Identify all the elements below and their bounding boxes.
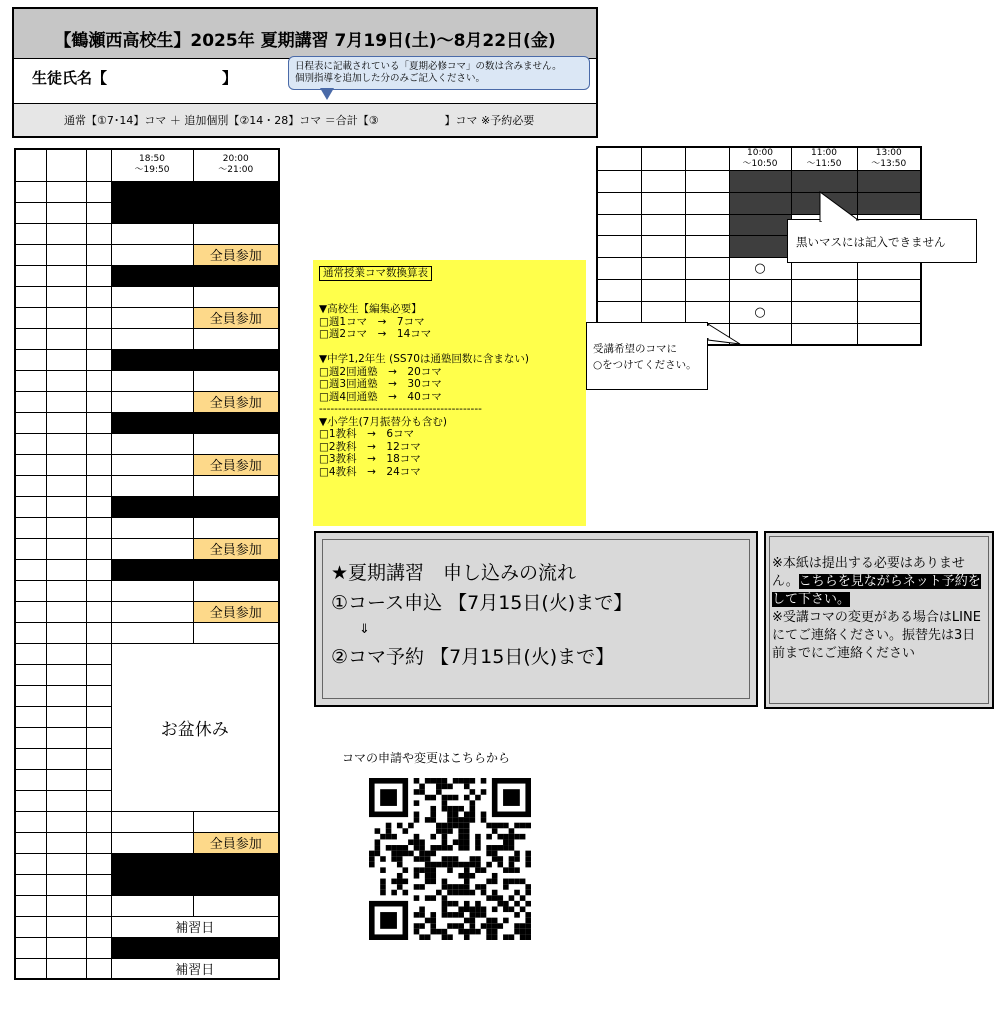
slot-1850[interactable] — [111, 454, 193, 475]
makeup-day-cell: 補習日 — [111, 958, 279, 979]
schedule-row — [15, 349, 279, 370]
bubble-tail — [320, 88, 334, 100]
conversion-line: □4教科 → 24コマ — [319, 465, 421, 478]
weekday-cell — [86, 475, 111, 496]
month-cell — [15, 748, 46, 769]
schedule-row — [15, 265, 279, 286]
month-cell — [597, 279, 641, 301]
obon-holiday-cell: お盆休み — [111, 643, 279, 811]
weekday-cell — [86, 370, 111, 391]
all-attend-cell: 全員参加 — [193, 244, 279, 265]
schedule-row — [597, 171, 921, 193]
weekday-cell — [86, 496, 111, 517]
unavailable-slot — [111, 559, 279, 580]
slot-2000[interactable] — [193, 223, 279, 244]
selected-slot[interactable]: ○ — [729, 301, 791, 323]
unavailable-slot — [111, 349, 279, 370]
day-cell — [46, 538, 86, 559]
day-cell — [46, 580, 86, 601]
time-slot[interactable] — [791, 279, 857, 301]
month-cell — [15, 538, 46, 559]
day-cell — [46, 370, 86, 391]
schedule-row — [15, 517, 279, 538]
schedule-row — [15, 370, 279, 391]
all-attend-cell: 全員参加 — [193, 307, 279, 328]
weekday-cell — [86, 223, 111, 244]
slot-1850[interactable] — [111, 223, 193, 244]
month-cell — [597, 236, 641, 258]
weekday-cell — [685, 279, 729, 301]
day-cell — [46, 181, 86, 202]
unavailable-slot — [729, 214, 791, 236]
month-cell — [15, 223, 46, 244]
month-cell — [15, 181, 46, 202]
slot-1850[interactable] — [111, 307, 193, 328]
day-cell — [641, 301, 685, 323]
slot-1850[interactable] — [111, 811, 193, 832]
month-cell — [15, 559, 46, 580]
month-cell — [597, 192, 641, 214]
day-cell — [46, 559, 86, 580]
schedule-row — [15, 601, 279, 622]
schedule-row — [15, 958, 279, 979]
weekday-cell — [86, 412, 111, 433]
weekday-cell — [86, 664, 111, 685]
schedule-row — [15, 853, 279, 874]
day-cell — [641, 258, 685, 280]
schedule-row — [597, 192, 921, 214]
weekday-cell — [86, 454, 111, 475]
conversion-line — [319, 341, 580, 354]
time-slot[interactable] — [791, 323, 857, 345]
month-cell — [15, 643, 46, 664]
month-cell — [15, 790, 46, 811]
schedule-row — [15, 832, 279, 853]
slot-1850[interactable] — [111, 832, 193, 853]
slot-1850[interactable] — [111, 244, 193, 265]
month-cell — [15, 496, 46, 517]
day-cell — [46, 664, 86, 685]
weekday-cell — [685, 192, 729, 214]
schedule-row — [15, 433, 279, 454]
time-slot[interactable] — [857, 323, 921, 345]
conversion-line: □1教科 → 6コマ — [319, 428, 415, 440]
day-cell — [46, 433, 86, 454]
header-weekday — [685, 147, 729, 171]
circle-note-pointer — [700, 318, 744, 358]
schedule-row — [15, 223, 279, 244]
weekday-cell — [86, 202, 111, 223]
day-cell — [641, 192, 685, 214]
weekday-cell — [86, 307, 111, 328]
slot-1850[interactable] — [111, 475, 193, 496]
day-cell — [46, 601, 86, 622]
slot-2000[interactable] — [193, 622, 279, 643]
schedule-row — [15, 181, 279, 202]
slot-1850[interactable] — [111, 328, 193, 349]
slot-1850[interactable] — [111, 433, 193, 454]
schedule-row — [15, 895, 279, 916]
weekday-cell — [86, 706, 111, 727]
unavailable-slot — [111, 496, 279, 517]
conversion-line: □週2回通塾 → 20コマ — [319, 365, 442, 378]
qr-code-icon[interactable] — [369, 778, 531, 940]
month-cell — [15, 916, 46, 937]
schedule-row — [15, 538, 279, 559]
day-cell — [641, 279, 685, 301]
weekday-cell — [86, 265, 111, 286]
unavailable-slot — [111, 181, 279, 202]
schedule-row — [15, 643, 279, 664]
header-2000: 20:00 〜21:00 — [193, 149, 279, 181]
conversion-line: ▼高校生【編集必要】 — [319, 303, 422, 315]
month-cell — [15, 874, 46, 895]
all-attend-cell: 全員参加 — [193, 454, 279, 475]
month-cell — [15, 958, 46, 979]
weekday-cell — [86, 916, 111, 937]
koma-summary-line: 通常【①7･14】コマ ＋ 追加個別【②14・28】コマ ＝合計【③ 】コマ ※予約必要 — [14, 103, 596, 136]
day-cell — [46, 622, 86, 643]
slot-1850[interactable] — [111, 517, 193, 538]
weekday-cell — [685, 258, 729, 280]
schedule-row — [15, 286, 279, 307]
schedule-row — [15, 454, 279, 475]
weekday-cell — [86, 790, 111, 811]
month-cell — [15, 895, 46, 916]
weekday-cell — [86, 349, 111, 370]
schedule-row — [15, 580, 279, 601]
day-cell — [46, 706, 86, 727]
slot-2000[interactable] — [193, 517, 279, 538]
qr-label: コマの申請や変更はこちらから — [342, 751, 511, 765]
conversion-line: □2教科 → 12コマ — [319, 440, 421, 453]
month-cell — [597, 214, 641, 236]
time-slot[interactable] — [729, 279, 791, 301]
unavailable-slot — [857, 192, 921, 214]
schedule-row — [15, 916, 279, 937]
month-cell — [15, 937, 46, 958]
month-cell — [15, 412, 46, 433]
month-cell — [15, 811, 46, 832]
month-cell — [15, 832, 46, 853]
month-cell — [15, 370, 46, 391]
day-cell — [46, 244, 86, 265]
schedule-row — [15, 475, 279, 496]
schedule-row — [15, 202, 279, 223]
flow-step1: ①コース申込 【7月15日(火)まで】 — [331, 592, 633, 614]
makeup-day-cell: 補習日 — [111, 916, 279, 937]
day-cell — [46, 454, 86, 475]
slot-2000[interactable] — [193, 370, 279, 391]
schedule-row — [15, 391, 279, 412]
unavailable-slot — [857, 171, 921, 193]
selected-slot[interactable]: ○ — [729, 258, 791, 280]
header-day — [641, 147, 685, 171]
slot-1850[interactable] — [111, 580, 193, 601]
weekday-cell — [86, 559, 111, 580]
conversion-line: ▼中学1,2年生 (SS70は通塾回数に含まない) — [319, 353, 529, 365]
month-cell — [15, 391, 46, 412]
weekday-cell — [86, 181, 111, 202]
day-cell — [641, 236, 685, 258]
day-cell — [46, 748, 86, 769]
flow-title: ★夏期講習 申し込みの流れ — [331, 562, 577, 584]
down-arrow-icon: ⇓ — [359, 622, 370, 637]
day-cell — [46, 307, 86, 328]
weekday-cell — [86, 643, 111, 664]
slot-2000[interactable] — [193, 811, 279, 832]
header-1100: 11:00 〜11:50 — [791, 147, 857, 171]
day-cell — [46, 874, 86, 895]
day-cell — [46, 517, 86, 538]
slot-1850[interactable] — [111, 622, 193, 643]
weekday-cell — [86, 874, 111, 895]
day-cell — [46, 265, 86, 286]
slot-1850[interactable] — [111, 601, 193, 622]
weekday-cell — [86, 538, 111, 559]
month-cell — [597, 258, 641, 280]
notice-highlight: こちらを見ながらネット予約をして下さい。 — [772, 574, 981, 607]
student-name-label: 生徒氏名【 — [32, 69, 108, 87]
weekday-cell — [685, 236, 729, 258]
all-attend-cell: 全員参加 — [193, 391, 279, 412]
month-cell — [597, 301, 641, 323]
month-cell — [15, 433, 46, 454]
month-cell — [15, 601, 46, 622]
header-1300: 13:00 〜13:50 — [857, 147, 921, 171]
day-cell — [46, 790, 86, 811]
schedule-row — [15, 412, 279, 433]
conversion-title: 通常授業コマ数換算表 — [319, 266, 432, 281]
weekday-cell — [86, 895, 111, 916]
notice-part1: ※本紙は提出する必要はありません。 — [772, 556, 965, 589]
black-note-pointer — [786, 190, 866, 222]
weekday-cell — [86, 328, 111, 349]
weekday-cell — [86, 286, 111, 307]
weekday-cell — [86, 622, 111, 643]
weekday-cell — [86, 853, 111, 874]
month-cell — [15, 475, 46, 496]
schedule-row — [15, 244, 279, 265]
conversion-line: □週1コマ → 7コマ — [319, 315, 425, 328]
weekday-cell — [86, 811, 111, 832]
slot-2000[interactable] — [193, 286, 279, 307]
unavailable-slot — [729, 236, 791, 258]
notice-part3: ※受講コマの変更がある場合はLINEにてご連絡ください。振替先は3日前までにご連絡ください — [772, 610, 981, 661]
schedule-row — [15, 874, 279, 895]
month-cell — [15, 349, 46, 370]
schedule-row — [15, 811, 279, 832]
month-cell — [15, 664, 46, 685]
weekday-cell — [86, 580, 111, 601]
circle-note-line2: ○をつけてください。 — [593, 359, 697, 371]
month-cell — [15, 622, 46, 643]
flow-step2: ②コマ予約 【7月15日(火)まで】 — [331, 646, 615, 668]
unavailable-slot — [729, 171, 791, 193]
month-cell — [15, 580, 46, 601]
koma-conversion-box — [313, 260, 586, 526]
weekday-cell — [86, 685, 111, 706]
page-title: 【鶴瀬西高校生】2025年 夏期講習 7月19日(土)〜8月22日(金) — [14, 9, 596, 59]
instruction-bubble-line2: 個別指導を追加した分のみご記入ください。 — [295, 73, 486, 84]
unavailable-slot — [111, 412, 279, 433]
day-cell — [46, 958, 86, 979]
weekday-cell — [86, 958, 111, 979]
slot-1850[interactable] — [111, 895, 193, 916]
schedule-row — [15, 328, 279, 349]
conversion-lines — [319, 291, 580, 479]
conversion-line: □3教科 → 18コマ — [319, 453, 421, 465]
month-cell — [15, 706, 46, 727]
header-1850: 18:50 〜19:50 — [111, 149, 193, 181]
all-attend-cell: 全員参加 — [193, 601, 279, 622]
conversion-line: ------------------------------------------- — [319, 403, 482, 415]
month-cell — [15, 265, 46, 286]
schedule-row — [15, 622, 279, 643]
weekday-cell — [685, 214, 729, 236]
slot-2000[interactable] — [193, 895, 279, 916]
all-attend-cell: 全員参加 — [193, 538, 279, 559]
slot-1850[interactable] — [111, 286, 193, 307]
weekday-cell — [86, 244, 111, 265]
evening-schedule-table — [14, 148, 280, 980]
weekday-cell — [86, 769, 111, 790]
application-flow-box — [314, 531, 758, 707]
conversion-line: □週2コマ → 14コマ — [319, 328, 432, 340]
day-cell — [46, 496, 86, 517]
time-slot[interactable] — [857, 279, 921, 301]
all-attend-cell: 全員参加 — [193, 832, 279, 853]
schedule-row — [15, 496, 279, 517]
weekday-cell — [86, 727, 111, 748]
slot-2000[interactable] — [193, 475, 279, 496]
circle-note-line1: 受講希望のコマに — [593, 343, 677, 355]
day-cell — [46, 286, 86, 307]
schedule-row — [15, 307, 279, 328]
month-cell — [597, 171, 641, 193]
unavailable-slot — [111, 265, 279, 286]
unavailable-slot — [111, 874, 279, 895]
weekday-cell — [86, 748, 111, 769]
day-cell — [46, 685, 86, 706]
day-cell — [46, 853, 86, 874]
instruction-bubble — [288, 56, 590, 90]
header-day — [46, 149, 86, 181]
header-month — [15, 149, 46, 181]
day-cell — [641, 214, 685, 236]
day-cell — [46, 202, 86, 223]
schedule-row — [15, 559, 279, 580]
month-cell — [15, 517, 46, 538]
slot-2000[interactable] — [193, 328, 279, 349]
month-cell — [15, 853, 46, 874]
month-cell — [15, 454, 46, 475]
slot-1850[interactable] — [111, 538, 193, 559]
day-cell — [46, 916, 86, 937]
unavailable-slot — [111, 937, 279, 958]
black-cell-note: 黒いマスには記入できません — [787, 219, 977, 263]
student-name-close: 】 — [222, 69, 238, 87]
header-month — [597, 147, 641, 171]
day-cell — [641, 171, 685, 193]
schedule-row — [597, 301, 921, 323]
header-weekday — [86, 149, 111, 181]
schedule-row — [597, 279, 921, 301]
weekday-cell — [685, 171, 729, 193]
slot-2000[interactable] — [193, 433, 279, 454]
day-cell — [46, 475, 86, 496]
day-cell — [46, 811, 86, 832]
day-cell — [46, 895, 86, 916]
day-cell — [46, 391, 86, 412]
time-slot[interactable] — [791, 301, 857, 323]
day-cell — [46, 328, 86, 349]
conversion-line: □週3回通塾 → 30コマ — [319, 378, 442, 390]
month-cell — [15, 202, 46, 223]
slot-2000[interactable] — [193, 580, 279, 601]
day-cell — [46, 832, 86, 853]
conversion-line: ▼小学生(7月振替分も含む) — [319, 415, 447, 428]
day-cell — [46, 349, 86, 370]
schedule-row — [15, 937, 279, 958]
day-cell — [46, 412, 86, 433]
weekday-cell — [86, 832, 111, 853]
month-cell — [15, 769, 46, 790]
day-cell — [46, 727, 86, 748]
weekday-cell — [86, 433, 111, 454]
month-cell — [15, 244, 46, 265]
weekday-cell — [86, 937, 111, 958]
weekday-cell — [86, 601, 111, 622]
weekday-cell — [86, 517, 111, 538]
unavailable-slot — [111, 853, 279, 874]
month-cell — [15, 685, 46, 706]
month-cell — [15, 727, 46, 748]
slot-1850[interactable] — [111, 391, 193, 412]
month-cell — [15, 286, 46, 307]
header-1000: 10:00 〜10:50 — [729, 147, 791, 171]
conversion-line — [319, 291, 580, 304]
month-cell — [15, 307, 46, 328]
time-slot[interactable] — [857, 301, 921, 323]
slot-1850[interactable] — [111, 370, 193, 391]
circle-instruction-note — [586, 322, 708, 390]
day-cell — [46, 643, 86, 664]
unavailable-slot — [729, 192, 791, 214]
day-cell — [46, 769, 86, 790]
notice-box — [764, 531, 994, 709]
conversion-line: □週4回通塾 → 40コマ — [319, 390, 442, 403]
weekday-cell — [86, 391, 111, 412]
day-cell — [46, 937, 86, 958]
month-cell — [15, 328, 46, 349]
day-cell — [46, 223, 86, 244]
unavailable-slot — [111, 202, 279, 223]
instruction-bubble-line1: 日程表に記載されている「夏期必修コマ」の数は含みません。 — [295, 61, 562, 72]
